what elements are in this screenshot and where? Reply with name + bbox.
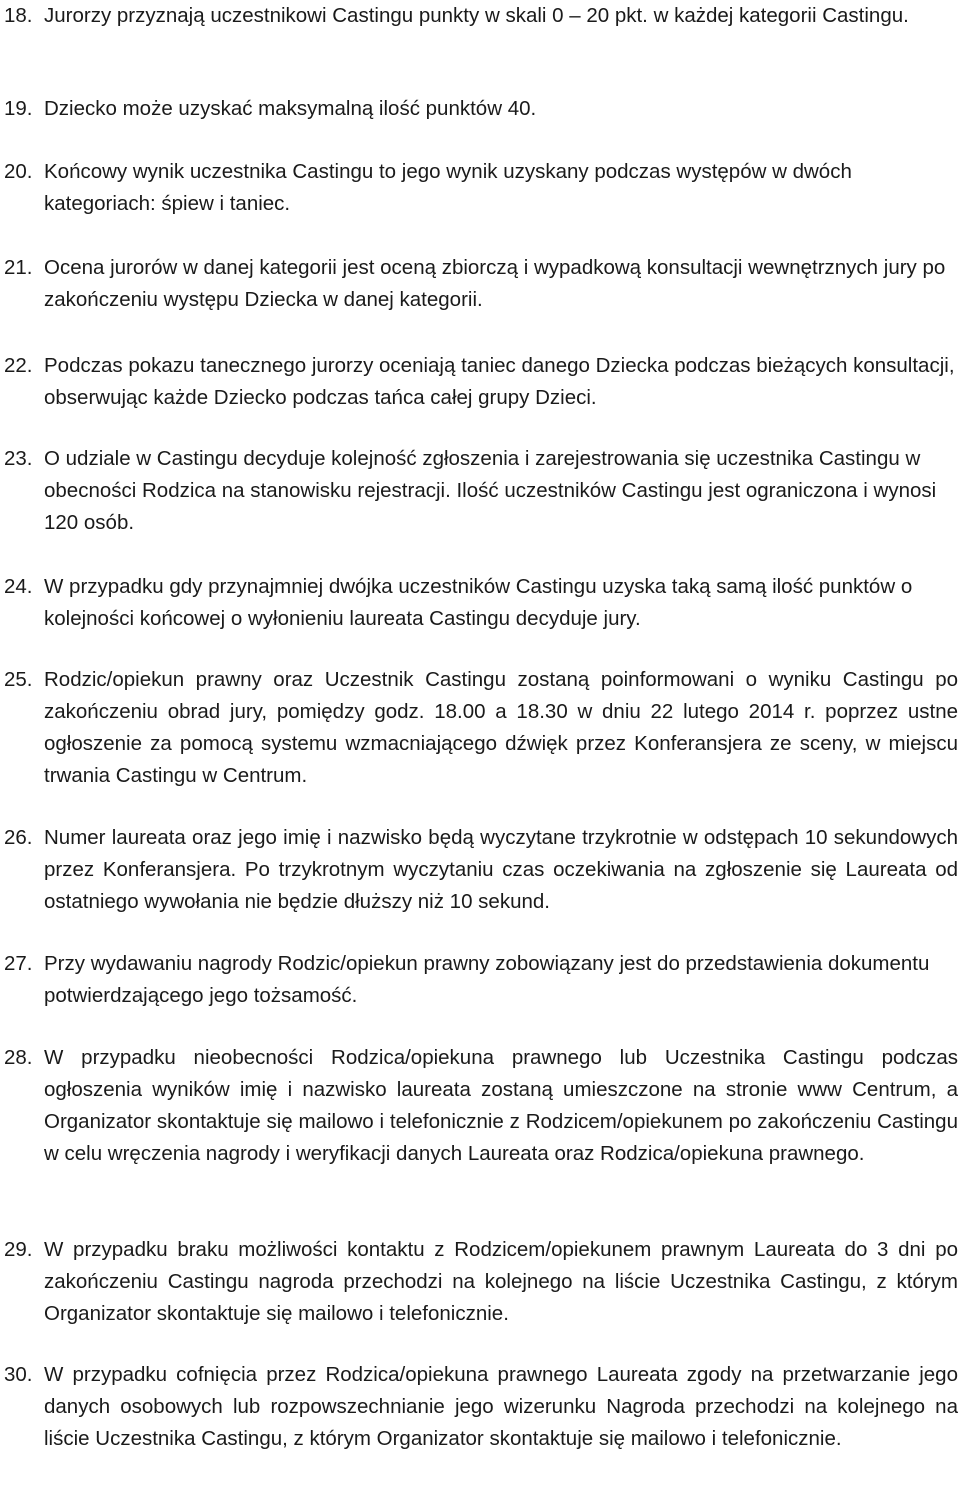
item-text: W przypadku braku możliwości kontaktu z Rodzicem/opiekunem prawnym Laureata do 3 dni po zakończeniu Castingu nagroda przechodzi na kolejnego na liście Uczestnika Castingu, z którym Organizator skontaktuje się mailowo i telefonicznie. [44,1238,958,1325]
list-item-23 [0,443,958,539]
list-item-20 [0,156,958,220]
list-item-25 [0,664,958,792]
item-text: W przypadku cofnięcia przez Rodzica/opiekuna prawnego Laureata zgody na przetwarzanie jego danych osobowych lub rozpowszechnianie jego wizerunku Nagroda przechodzi na kolejnego na liście Uczestnika Castingu, z którym Organizator skontaktuje się mailowo i telefonicznie. [44,1363,958,1450]
item-number: 21. [4,256,33,279]
list-item-19 [0,93,958,125]
item-text: Numer laureata oraz jego imię i nazwisko będą wyczytane trzykrotnie w odstępach 10 sekundowych przez Konferansjera. Po trzykrotnym wyczytaniu czas oczekiwania na zgłoszenie się Laureata od ostatniego wywołania nie będzie dłuższy niż 10 sekund. [44,826,958,913]
item-number: 20. [4,160,33,183]
item-number: 25. [4,668,33,691]
list-item-22 [0,350,958,414]
list-item-21 [0,252,958,316]
item-number: 19. [4,97,33,120]
list-item-29 [0,1234,958,1330]
list-item-30 [0,1359,958,1455]
list-item-28 [0,1042,958,1170]
item-text: Rodzic/opiekun prawny oraz Uczestnik Castingu zostaną poinformowani o wyniku Castingu po zakończeniu obrad jury, pomiędzy godz. 18.00 a 18.30 w dniu 22 lutego 2014 r. poprzez ustne ogłoszenie za pomocą systemu wzmacniającego dźwięk przez Konferansjera ze sceny, w miejscu trwania Castingu w Centrum. [44,668,958,787]
list-item-26 [0,822,958,918]
item-number: 22. [4,354,33,377]
item-text: Przy wydawaniu nagrody Rodzic/opiekun prawny zobowiązany jest do przedstawienia dokumentu potwierdzającego jego tożsamość. [44,952,930,1007]
item-number: 18. [4,4,33,27]
item-text: O udziale w Castingu decyduje kolejność zgłoszenia i zarejestrowania się uczestnika Castingu w obecności Rodzica na stanowisku rejestracji. Ilość uczestników Castingu jest ograniczona i wynosi 120 osób. [44,447,937,534]
item-text: W przypadku nieobecności Rodzica/opiekuna prawnego lub Uczestnika Castingu podczas ogłoszenia wyników imię i nazwisko laureata zostaną umieszczone na stronie www Centrum, a Organizator skontaktuje się mailowo i telefonicznie z Rodzicem/opiekunem po zakończeniu Castingu w celu wręczenia nagrody i weryfikacji danych Laureata oraz Rodzica/opiekuna prawnego. [44,1046,958,1165]
item-text: Podczas pokazu tanecznego jurorzy oceniają taniec danego Dziecka podczas bieżących konsultacji, obserwując każde Dziecko podczas tańca całej grupy Dzieci. [44,354,955,409]
item-number: 27. [4,952,33,975]
item-number: 28. [4,1046,33,1069]
item-text: Ocena jurorów w danej kategorii jest oceną zbiorczą i wypadkową konsultacji wewnętrznych jury po zakończeniu występu Dziecka w danej kategorii. [44,256,946,311]
item-number: 29. [4,1238,33,1261]
item-text: Jurorzy przyznają uczestnikowi Castingu punkty w skali 0 – 20 pkt. w każdej kategorii Castingu. [44,4,909,27]
list-item-24 [0,571,958,635]
list-item-18 [0,0,958,32]
item-text: Końcowy wynik uczestnika Castingu to jego wynik uzyskany podczas występów w dwóch kategoriach: śpiew i taniec. [44,160,852,215]
list-item-27 [0,948,958,1012]
item-text: W przypadku gdy przynajmniej dwójka uczestników Castingu uzyska taką samą ilość punktów o kolejności końcowej o wyłonieniu laureata Castingu decyduje jury. [44,575,913,630]
item-number: 24. [4,575,33,598]
item-text: Dziecko może uzyskać maksymalną ilość punktów 40. [44,97,537,120]
item-number: 23. [4,447,33,470]
item-number: 30. [4,1363,33,1386]
item-number: 26. [4,826,33,849]
